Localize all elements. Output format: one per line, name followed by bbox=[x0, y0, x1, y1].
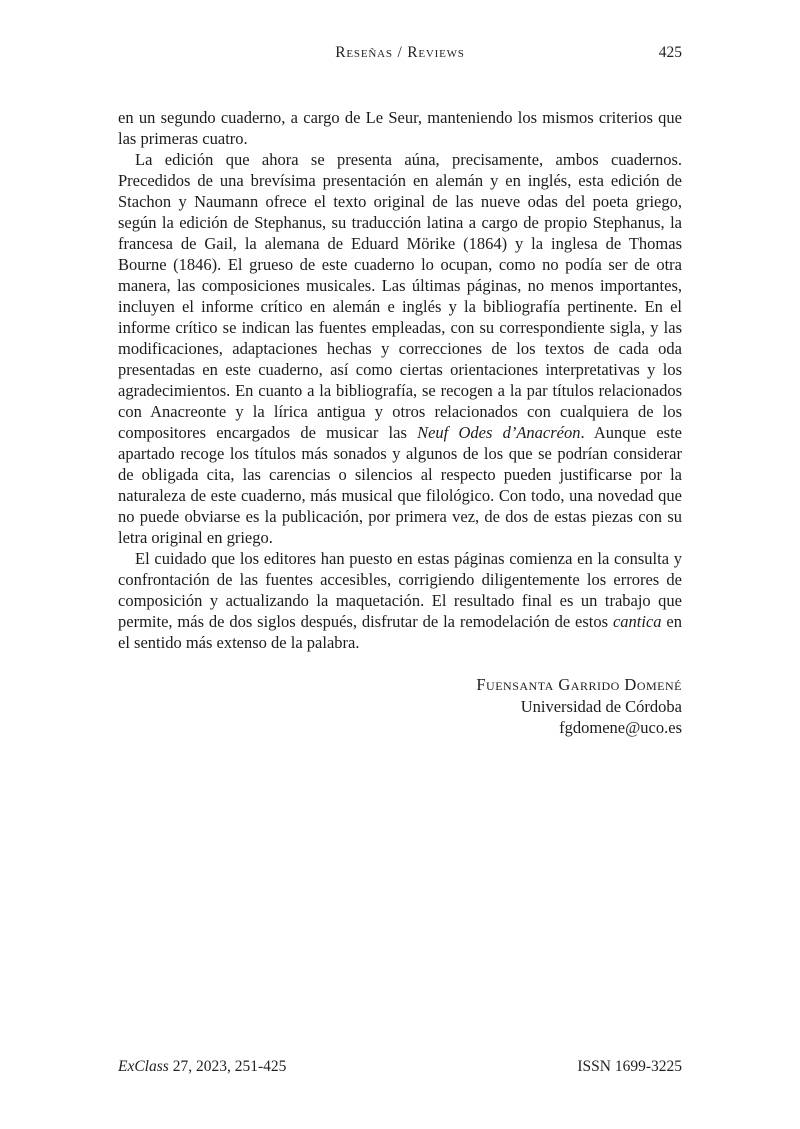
paragraph: La edición que ahora se presenta aúna, precisamente, ambos cuadernos. Precedidos de una brevísima presentación en alemán y en inglés, esta edición de Stachon y Naumann ofrece el texto original de las nueve odas del poeta griego, según la edición de Stephanus, su traducción latina a cargo de propio Stephanus, la francesa de Gail, la alemana de Eduard Mörike (1864) y la inglesa de Thomas Bourne (1846). El grueso de este cuaderno lo ocupan, como no podía ser de otra manera, las composiciones musicales. Las últimas páginas, no menos importantes, incluyen el informe crítico en alemán e inglés y la bibliografía pertinente. En el informe crítico se indican las fuentes empleadas, con su correspondiente sigla, y las modificaciones, adaptaciones hechas y correcciones de los textos de cada oda presentadas en este cuaderno, así como ciertas orientaciones interpretativas y los agradecimientos. En cuanto a la bibliografía, se recogen a la par títulos relacionados con Anacreonte y la lírica antigua y otros relacionados con cualquiera de los compositores encargados de musicar las Neuf Odes d’Anacréon. Aunque este apartado recoge los títulos más sonados y algunos de los que se podrían considerar de obligada cita, las carencias o silencios al respecto pueden justificarse por la naturaleza de este cuaderno, más musical que filológico. Con todo, una novedad que no puede obviarse es la publicación, por primera vez, de dos de estas piezas con su letra original en griego. bbox=[118, 150, 682, 547]
page-number: 425 bbox=[658, 44, 682, 61]
paragraph: El cuidado que los editores han puesto en estas páginas comienza en la consulta y confrontación de las fuentes accesibles, corrigiendo diligentemente los errores de composición y actualizando la maquetación. El resultado final es un trabajo que permite, más de dos siglos después, disfrutar de la remodelación de estos cantica en el sentido más extenso de la palabra. bbox=[118, 549, 682, 652]
page-title: Reseñas / Reviews bbox=[335, 44, 465, 61]
article-body bbox=[118, 107, 682, 739]
journal-name: ExClass bbox=[118, 1058, 169, 1075]
paragraphs-container bbox=[118, 107, 682, 653]
footer-citation bbox=[118, 1058, 286, 1076]
issue-info: 27, 2023, 251-425 bbox=[168, 1058, 287, 1075]
signature-block bbox=[118, 674, 682, 739]
running-header bbox=[118, 44, 682, 64]
paragraph: en un segundo cuaderno, a cargo de Le Seur, manteniendo los mismos criterios que las primeras cuatro. bbox=[118, 108, 682, 148]
author-affiliation: Universidad de Córdoba bbox=[520, 696, 682, 716]
author-email: fgdomene@uco.es bbox=[559, 718, 682, 737]
author-name: Fuensanta Garrido Domené bbox=[476, 675, 682, 694]
issn-label: ISSN 1699-3225 bbox=[577, 1058, 682, 1075]
